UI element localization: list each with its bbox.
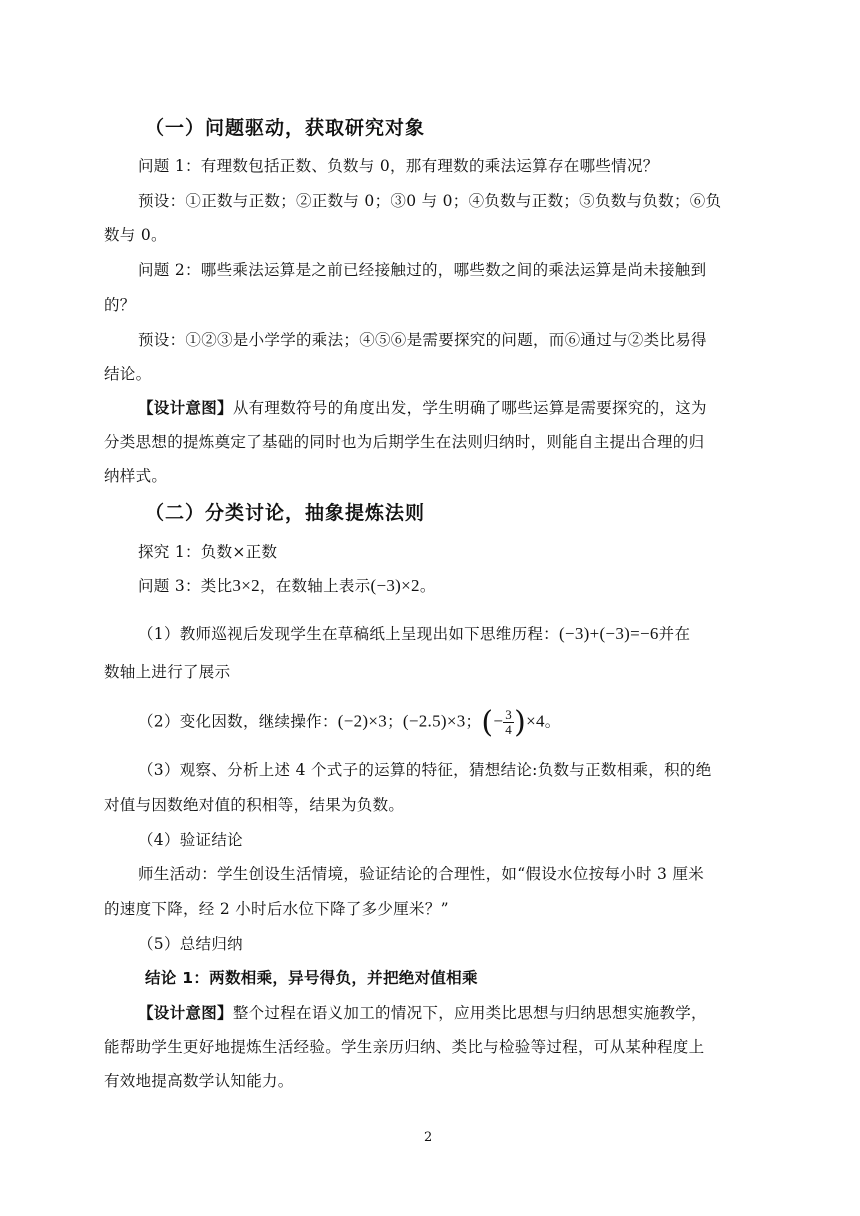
step-2-expression-2: (−2.5)×3 [402,711,466,731]
step-3-line-2: 对值与因数绝对值的积相等，结果为负数。 [104,796,405,814]
question-3-expression-1: 3×2 [232,576,260,595]
question-3-prefix: 问题 3：类比 [138,577,233,595]
fraction-denominator: 4 [505,722,513,737]
right-paren: ) [514,705,527,740]
question-3 [138,574,436,596]
fraction [503,708,514,737]
design-intent-2-line-1 [138,1001,707,1023]
left-paren: ( [481,705,494,740]
step-1-line-2: 数轴上进行了展示 [104,663,231,681]
conclusion-1: 结论 1：两数相乘，异号得负，并把绝对值相乘 [145,969,478,987]
fraction-numerator: 3 [505,707,513,722]
step-2-end: 。 [544,712,561,731]
step-2-expression-1: (−2)×3 [337,711,388,731]
design-intent-1-line-2: 分类思想的提炼奠定了基础的同时也为后期学生在法则归纳时，则能自主提出合理的归 [104,433,705,451]
step-3-line-1: （3）观察、分析上述 4 个式子的运算的特征，猜想结论:负数与正数相乘，积的绝 [138,761,712,779]
activity-line-1: 师生活动：学生创设生活情境，验证结论的合理性，如“假设水位按每小时 3 厘米 [138,865,705,883]
step-1-expression: (−3)+(−3)=−6 [558,624,659,643]
step-1-prefix: （1）教师巡视后发现学生在草稿纸上呈现出如下思维历程： [138,625,559,643]
step-2 [138,705,561,740]
design-intent-2-text: 整个过程在语义加工的情况下，应用类比思想与归纳思想实施教学， [232,1004,707,1022]
fraction-sign: − [493,711,504,731]
design-intent-1-line-3: 纳样式。 [104,467,168,485]
preset-1-line-2: 数与 0。 [104,226,167,244]
design-intent-label: 【设计意图】 [138,399,233,417]
question-3-middle: ，在数轴上表示 [259,577,371,595]
design-intent-1-text: 从有理数符号的角度出发，学生明确了哪些运算是需要探究的，这为 [232,399,707,417]
design-intent-2-line-2: 能帮助学生更好地提炼生活经验。学生亲历归纳、类比与检验等过程，可从某种程度上 [104,1038,705,1056]
design-intent-2-line-3: 有效地提高数学认知能力。 [104,1072,294,1090]
step-2-prefix: （2）变化因数，继续操作： [138,712,338,731]
preset-1-line-1: 预设：①正数与正数；②正数与 0；③0 与 0；④负数与正数；⑤负数与负数；⑥负 [138,192,722,210]
question-2-line-2: 的？ [104,296,136,314]
activity-line-2: 的速度下降，经 2 小时后水位下降了多少厘米？” [104,900,449,918]
question-1: 问题 1：有理数包括正数、负数与 0，那有理数的乘法运算存在哪些情况？ [138,157,659,175]
section-heading-2: （二）分类讨论，抽象提炼法则 [145,502,426,524]
design-intent-1-line-1 [138,396,707,418]
step-5: （5）总结归纳 [138,935,243,953]
step-2-expression-tail: ×4 [526,711,545,731]
preset-2-line-1: 预设：①②③是小学学的乘法；④⑤⑥是需要探究的问题，而⑥通过与②类比易得 [138,331,707,349]
step-2-separator-1: ； [387,712,403,731]
step-4: （4）验证结论 [138,831,243,849]
question-3-expression-2: (−3)×2 [370,576,420,595]
page-number: 2 [424,1130,433,1145]
step-1-suffix: 并在 [658,625,691,643]
question-3-end: 。 [419,577,436,595]
design-intent-label: 【设计意图】 [138,1004,233,1022]
step-2-separator-2: ； [465,712,482,731]
step-1-line-1 [138,622,690,644]
question-2-line-1: 问题 2：哪些乘法运算是之前已经接触过的，哪些数之间的乘法运算是尚未接触到 [138,261,707,279]
exploration-1: 探究 1：负数×正数 [138,543,278,561]
preset-2-line-2: 结论。 [104,365,152,383]
section-heading-1: （一）问题驱动，获取研究对象 [145,117,426,139]
